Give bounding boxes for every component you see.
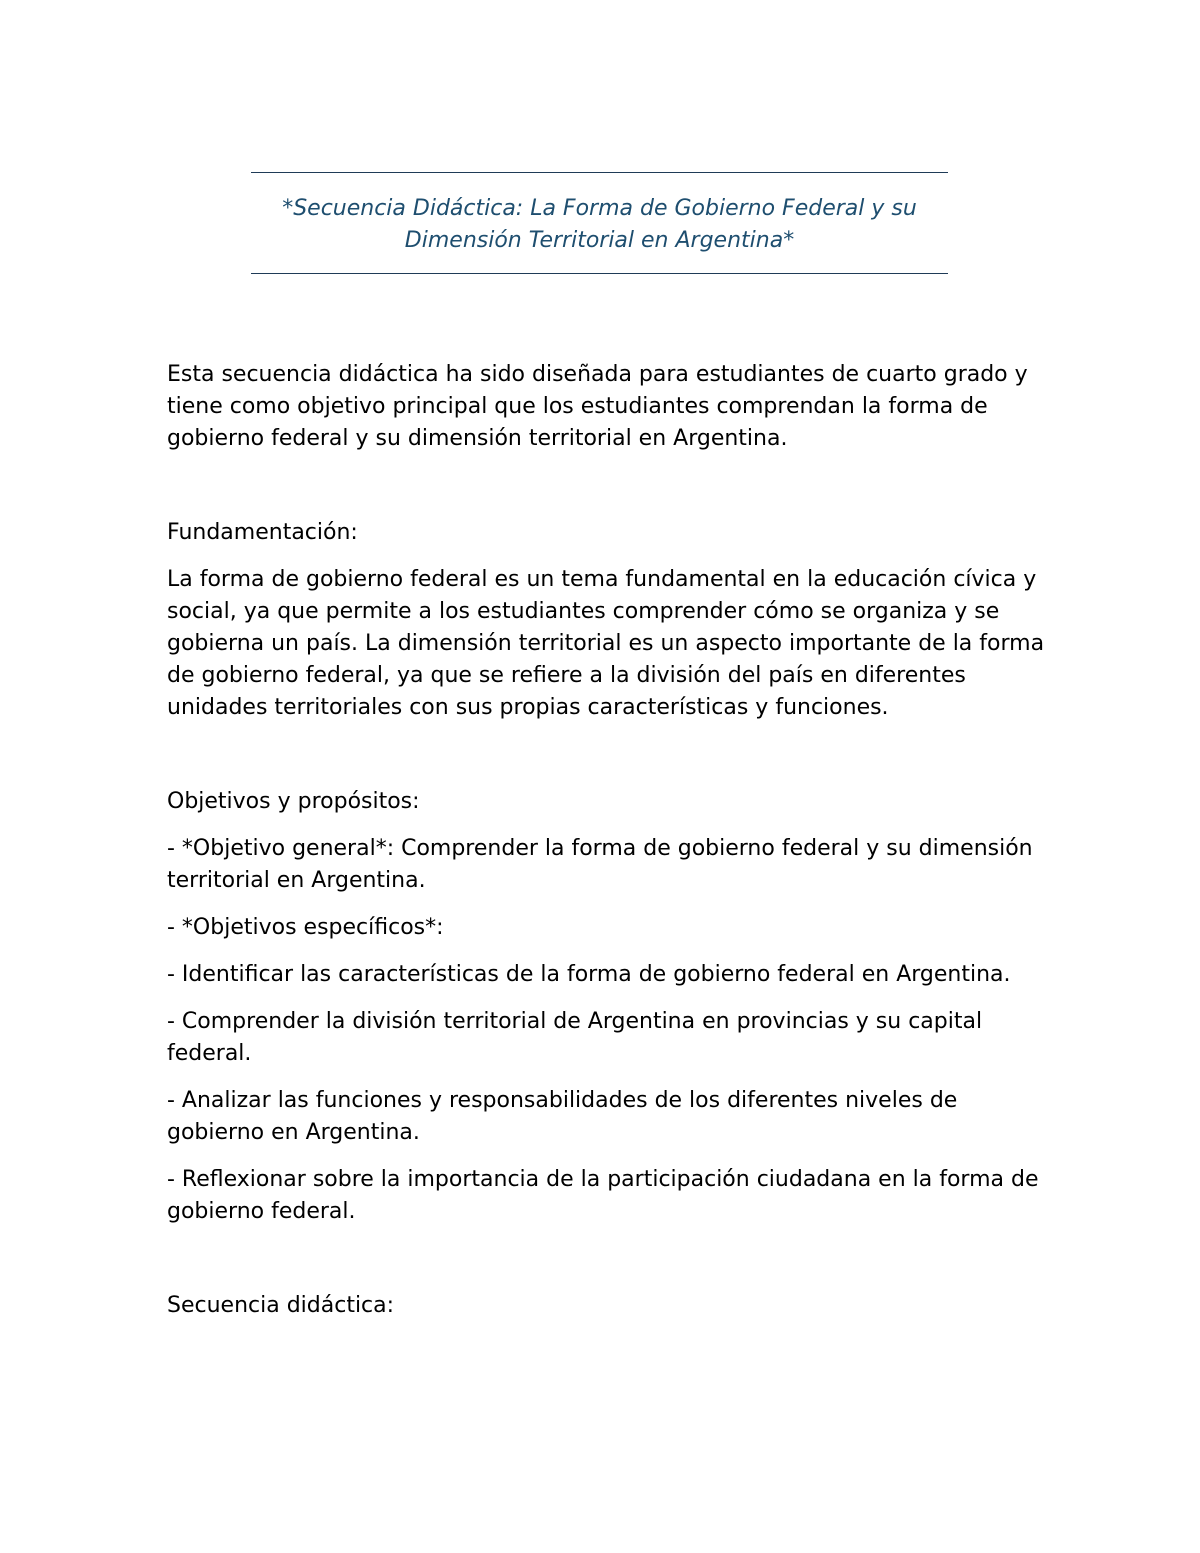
title-block [251, 172, 948, 274]
objetivo-item: - Analizar las funciones y responsabilidades de los diferentes niveles de gobierno en Argentina. [167, 1088, 958, 1145]
fundamentacion-paragraph: La forma de gobierno federal es un tema fundamental en la educación cívica y social, ya que permite a los estudiantes comprender cómo se organiza y se gobierna un país. La dimensión territorial es un aspecto importante de la forma de gobierno federal, ya que se refiere a la división del país en diferentes unidades territoriales con sus propias características y funciones. [167, 567, 1045, 720]
fundamentacion-heading: Fundamentación: [167, 520, 358, 545]
objetivo-item: - Identificar las características de la forma de gobierno federal en Argentina. [167, 962, 1011, 987]
secuencia-heading: Secuencia didáctica: [167, 1293, 395, 1318]
objetivo-general: - *Objetivo general*: Comprender la forma de gobierno federal y su dimensión territorial en Argentina. [167, 836, 1033, 893]
intro-paragraph: Esta secuencia didáctica ha sido diseñada para estudiantes de cuarto grado y tiene como objetivo principal que los estudiantes comprendan la forma de gobierno federal y su dimensión territorial en Argentina. [167, 362, 1028, 451]
document-title: *Secuencia Didáctica: La Forma de Gobierno Federal y su Dimensión Territorial en Argentina* [282, 196, 917, 253]
document-body [167, 359, 1047, 1322]
objetivos-heading: Objetivos y propósitos: [167, 789, 420, 814]
objetivo-item: - Reflexionar sobre la importancia de la participación ciudadana en la forma de gobierno federal. [167, 1167, 1039, 1224]
objetivos-especificos-label: - *Objetivos específicos*: [167, 915, 444, 940]
objetivo-item: - Comprender la división territorial de Argentina en provincias y su capital federal. [167, 1009, 983, 1066]
